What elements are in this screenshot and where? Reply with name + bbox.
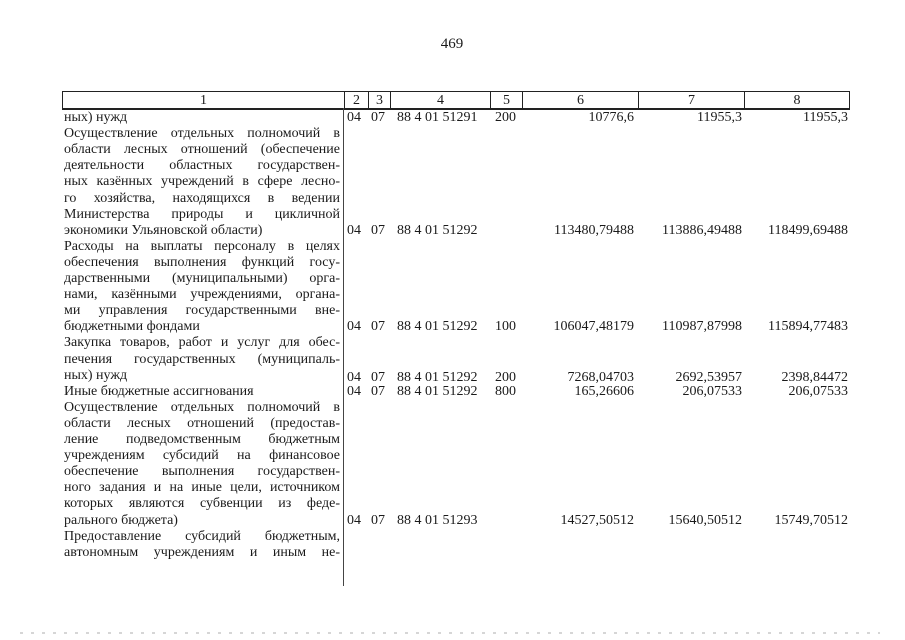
cell-c3: 07 (371, 369, 385, 385)
cell-c8: 15749,70512 (774, 512, 848, 528)
cell-c6: 10776,6 (588, 110, 634, 125)
column-divider (343, 108, 344, 586)
description-line: печения государственных (муниципаль- (64, 351, 340, 367)
cell-c4: 88 4 01 51292 (397, 369, 478, 385)
cell-c3: 07 (371, 512, 385, 528)
cell-c3: 07 (371, 222, 385, 238)
description-line: ных) нужд (64, 367, 128, 383)
cell-c6: 165,26606 (574, 383, 634, 399)
cell-c5: 200 (495, 110, 516, 125)
cell-c7: 11955,3 (697, 110, 742, 125)
description-line: ного задания и на иные цели, источником (64, 480, 340, 496)
cell-c2: 04 (347, 512, 361, 528)
header-cell-2: 2 (344, 91, 368, 110)
cell-c3: 07 (371, 110, 385, 125)
header-cell-1: 1 (62, 91, 344, 110)
cell-c4: 88 4 01 51292 (397, 319, 478, 335)
cell-c8: 11955,3 (803, 110, 848, 125)
description-line: го хозяйства, находящихся в ведении (64, 190, 340, 206)
cell-c2: 04 (347, 222, 361, 238)
description-line: дарственными (муниципальными) орга- (64, 271, 340, 286)
description-line: экономики Ульяновской области) (64, 222, 263, 238)
cell-c5: 800 (495, 383, 516, 399)
description-line: области лесных отношений (предостав- (64, 415, 340, 431)
description-line: ных) нужд (64, 110, 128, 125)
description-line: которых являются субвенции из феде- (64, 496, 340, 512)
cell-c8: 206,07533 (788, 383, 848, 399)
description-line: Иные бюджетные ассигнования (64, 383, 254, 399)
description-line: рального бюджета) (64, 512, 178, 528)
cell-c7: 2692,53957 (675, 369, 742, 385)
header-cell-3: 3 (368, 91, 390, 110)
header-cell-5: 5 (490, 91, 522, 110)
description-line: ление подведомственным бюджетным (64, 432, 340, 447)
header-cell-6: 6 (522, 91, 638, 110)
cell-c2: 04 (347, 383, 361, 399)
description-line: обеспечение выполнения государствен- (64, 464, 340, 480)
description-line: Расходы на выплаты персоналу в целях (64, 238, 340, 254)
description-line: ми управления государственными вне- (64, 303, 340, 319)
cell-c6: 106047,48179 (553, 319, 634, 335)
description-line: бюджетными фондами (64, 319, 200, 335)
header-cell-7: 7 (638, 91, 744, 110)
page-number: 469 (440, 36, 464, 52)
cell-c8: 2398,84472 (781, 369, 848, 385)
cell-c6: 14527,50512 (560, 512, 634, 528)
cell-c3: 07 (371, 383, 385, 399)
description-line: обеспечения выполнения функций госу- (64, 254, 340, 270)
cell-c6: 113480,79488 (554, 222, 634, 238)
header-cell-4: 4 (390, 91, 490, 110)
cell-c5: 200 (495, 369, 516, 385)
description-line: Осуществление отдельных полномочий в (64, 126, 340, 142)
cell-c7: 15640,50512 (668, 512, 742, 528)
cell-c7: 206,07533 (682, 383, 742, 399)
cell-c2: 04 (347, 369, 361, 385)
cell-c2: 04 (347, 319, 361, 335)
cell-c8: 115894,77483 (768, 319, 848, 335)
cell-c4: 88 4 01 51292 (397, 383, 478, 399)
description-line: Осуществление отдельных полномочий в (64, 399, 340, 415)
cell-c7: 110987,87998 (662, 319, 742, 335)
cell-c4: 88 4 01 51291 (397, 110, 478, 125)
description-line: Закупка товаров, работ и услуг для обес- (64, 335, 340, 351)
description-line: автономным учреждениям и иным не- (64, 544, 340, 560)
description-line: нами, казёнными учреждениями, органа- (64, 287, 340, 303)
cell-c4: 88 4 01 51293 (397, 512, 478, 528)
header-cell-8: 8 (744, 91, 850, 110)
scan-noise (20, 632, 880, 634)
cell-c3: 07 (371, 319, 385, 335)
cell-c4: 88 4 01 51292 (397, 222, 478, 238)
description-line: деятельности областных государствен- (64, 158, 340, 174)
cell-c2: 04 (347, 110, 361, 125)
description-line: Предоставление субсидий бюджетным, (64, 528, 340, 544)
cell-c8: 118499,69488 (768, 222, 848, 238)
description-line: области лесных отношений (обеспечение (64, 142, 340, 158)
description-line: Министерства природы и цикличной (64, 206, 340, 222)
cell-c7: 113886,49488 (662, 222, 742, 238)
cell-c5: 100 (495, 319, 516, 335)
cell-c6: 7268,04703 (567, 369, 634, 385)
header-rule (62, 108, 850, 109)
description-line: учреждениям субсидий на финансовое (64, 448, 340, 464)
description-line: ных казённых учреждений в сфере лесно- (64, 174, 340, 190)
